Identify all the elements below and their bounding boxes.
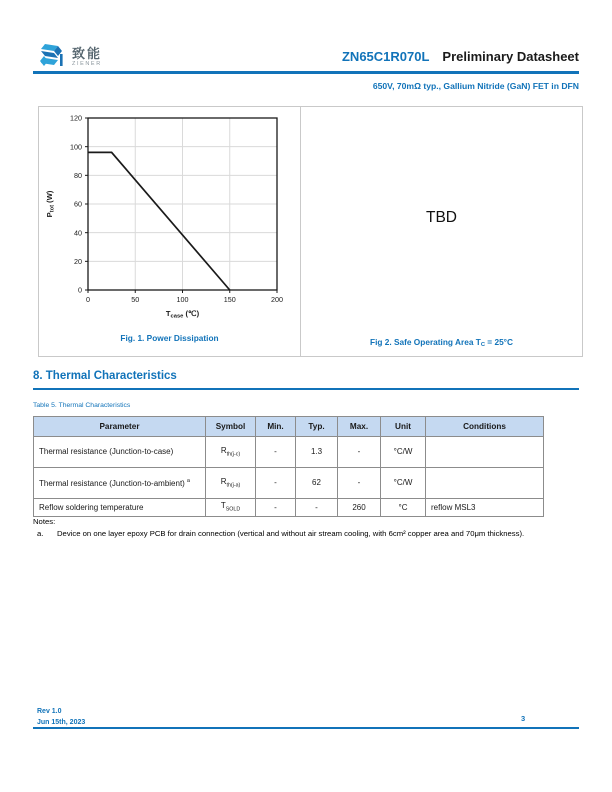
cell-symbol <box>206 437 256 468</box>
cell-conditions: reflow MSL3 <box>426 499 544 517</box>
section-rule <box>33 388 579 390</box>
note-marker: a. <box>37 529 44 538</box>
doc-type-label: Preliminary Datasheet <box>442 49 579 64</box>
table-header-symbol: Symbol <box>206 417 256 437</box>
svg-text:20: 20 <box>74 256 82 266</box>
svg-text:Ptot (W): Ptot (W) <box>45 190 56 218</box>
footer-revision <box>37 707 85 728</box>
cell-symbol <box>206 468 256 499</box>
figure-container <box>38 106 583 357</box>
cell-min: - <box>256 499 296 517</box>
parameter-note-superscript: a <box>186 477 190 484</box>
table-row <box>34 437 544 468</box>
table-row <box>34 499 544 517</box>
svg-text:100: 100 <box>70 142 82 152</box>
footer-page-number: 3 <box>521 714 526 723</box>
table-header-min: Min. <box>256 417 296 437</box>
cell-min: - <box>256 437 296 468</box>
parameter-text: Reflow soldering temperature <box>39 502 144 512</box>
cell-max: - <box>338 468 381 499</box>
ziener-logo <box>37 42 102 72</box>
table-header-max: Max. <box>338 417 381 437</box>
ziener-logo-icon <box>37 42 67 72</box>
fig2-caption <box>301 337 582 348</box>
table-header-unit: Unit <box>381 417 426 437</box>
fig1-panel <box>39 107 301 356</box>
fig1-caption: Fig. 1. Power Dissipation <box>120 333 219 343</box>
cell-parameter <box>34 468 206 499</box>
fig2-caption-subscript: C <box>480 342 485 348</box>
svg-text:0: 0 <box>86 295 90 304</box>
notes-label: Notes: <box>33 517 56 526</box>
cell-parameter <box>34 499 206 517</box>
cell-max: - <box>338 437 381 468</box>
symbol-subscript: th(j-a) <box>226 482 241 489</box>
svg-text:60: 60 <box>74 199 82 209</box>
fig2-caption-suffix: = 25°C <box>485 337 513 347</box>
logo-en-text: ZIENER <box>72 60 102 67</box>
table-row <box>34 468 544 499</box>
logo-cn-text: 致能 <box>72 45 103 61</box>
symbol-base: T <box>220 501 226 511</box>
symbol-subscript: th(j-c) <box>226 451 241 458</box>
cell-typ: 62 <box>296 468 338 499</box>
table-header-conditions: Conditions <box>426 417 544 437</box>
section-heading: 8. Thermal Characteristics <box>33 370 177 382</box>
parameter-text: Thermal resistance (Junction-to-case) <box>39 447 174 456</box>
note-text: Device on one layer epoxy PCB for drain connection (vertical and without air stream cooling, with 6cm² copper area and 70μm thickness). <box>57 529 525 538</box>
table-header-typ: Typ. <box>296 417 338 437</box>
cell-symbol <box>206 499 256 517</box>
svg-text:150: 150 <box>223 295 236 304</box>
cell-conditions <box>426 468 544 499</box>
cell-unit: °C <box>381 499 426 517</box>
symbol-subscript: SOLD <box>225 506 241 513</box>
fig2-tbd-placeholder: TBD <box>426 209 457 226</box>
cell-unit: °C/W <box>381 437 426 468</box>
svg-text:Tcase (℃): Tcase (℃) <box>165 309 200 320</box>
symbol-base: R <box>220 476 227 486</box>
header-rule <box>33 71 579 74</box>
table-header-parameter: Parameter <box>34 417 206 437</box>
cell-typ: 1.3 <box>296 437 338 468</box>
parameter-text: Thermal resistance (Junction-to-ambient) <box>39 478 185 488</box>
svg-text:200: 200 <box>271 295 283 304</box>
footer-rule <box>33 727 579 729</box>
device-subtitle: 650V, 70mΩ typ., Gallium Nitride (GaN) FET in DFN <box>372 81 579 91</box>
cell-max: 260 <box>338 499 381 517</box>
svg-text:120: 120 <box>70 113 82 123</box>
cell-parameter <box>34 437 206 468</box>
table-header-row <box>34 417 544 437</box>
svg-text:80: 80 <box>74 170 82 180</box>
cell-typ: - <box>296 499 338 517</box>
footer-date-line: Jun 15th, 2023 <box>37 718 86 726</box>
svg-text:100: 100 <box>176 295 189 304</box>
cell-conditions <box>426 437 544 468</box>
table-caption: Table 5. Thermal Characteristics <box>33 402 131 409</box>
cell-min: - <box>256 468 296 499</box>
thermal-characteristics-table <box>33 416 544 517</box>
footer-rev-line: Rev 1.0 <box>37 708 62 715</box>
svg-text:50: 50 <box>131 295 140 304</box>
fig2-caption-prefix: Fig 2. Safe Operating Area T <box>370 337 481 347</box>
part-number: ZN65C1R070L <box>341 49 430 64</box>
symbol-base: R <box>220 445 227 455</box>
cell-unit: °C/W <box>381 468 426 499</box>
svg-text:40: 40 <box>74 228 82 238</box>
svg-text:0: 0 <box>78 285 82 295</box>
power-chart-svg <box>39 107 299 333</box>
doc-title <box>342 49 579 64</box>
fig2-panel <box>301 107 582 356</box>
note-item <box>37 528 562 539</box>
